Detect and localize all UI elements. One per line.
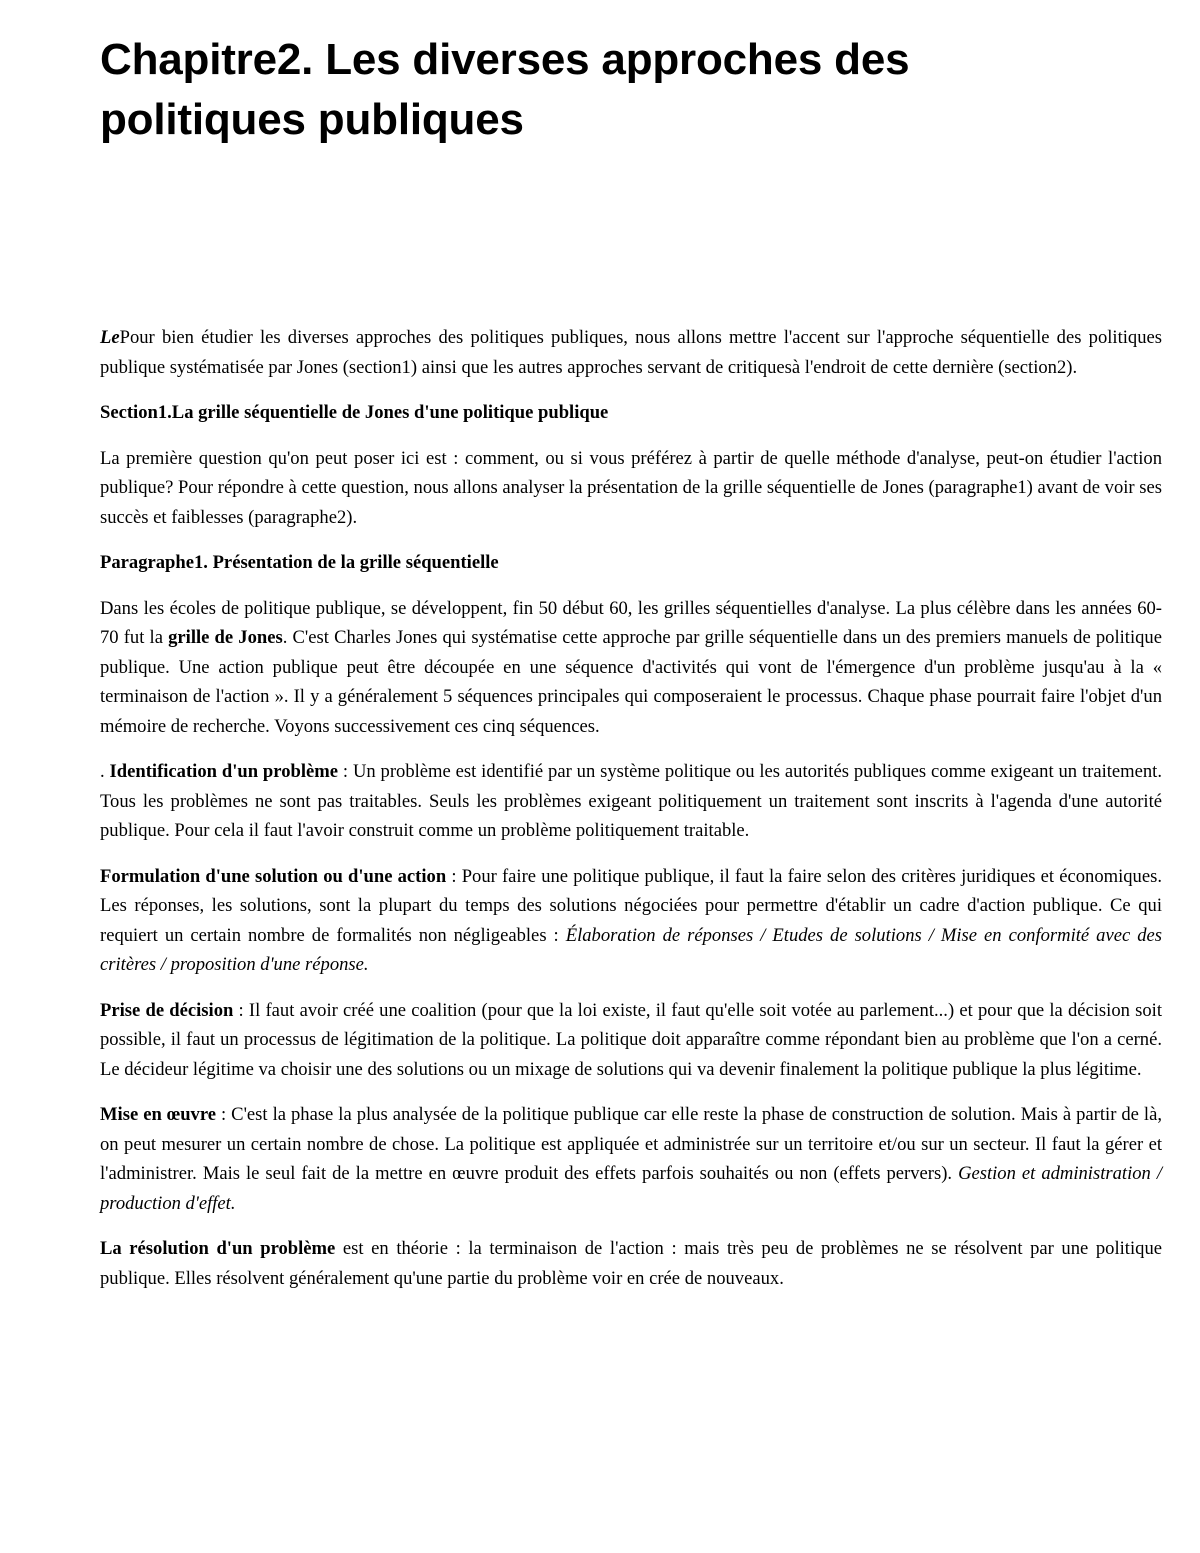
intro-paragraph <box>100 323 1162 382</box>
phase-text: C'est la phase la plus analysée de la politique publique car elle reste la phase de construction de solution. Mais à partir de là, on peut mesurer un certain nombre de chose. La politique est appliquée et administrée sur un territoire et/ou sur un secteur. Il faut la gérer et l'administrer. Mais le seul fait de la mettre en œuvre produit des effets parfois souhaités ou non (effets pervers). <box>100 1104 1162 1184</box>
intro-prefix: Le <box>100 327 120 348</box>
phase-decision <box>100 996 1162 1085</box>
phase-separator: : <box>216 1104 232 1125</box>
paragraphe1-text-a: Dans les écoles de politique publique, se développent, fin 50 début 60, les grilles séquentielles d'analyse. La plus célèbre dans les années 60-70 fut la <box>100 597 1162 648</box>
phase-italic-summary: Gestion et administration / production d'effet. <box>100 1163 1162 1214</box>
phase-separator: : <box>233 999 249 1021</box>
paragraphe1-heading: Paragraphe1. Présentation de la grille séquentielle <box>100 552 499 573</box>
phase-formulation <box>100 862 1162 980</box>
paragraphe1-text-b: . C'est Charles Jones qui systématise cette approche par grille séquentielle dans un des premiers manuels de politique publique. Une action publique peut être découpée en une séquence d'activités qui vont de l'émergence d'un problème jusqu'au à la « terminaison de l'action ». Il y a généralement 5 séquences principales qui composeraient le processus. Chaque phase pourrait faire l'objet d'un mémoire de recherche. Voyons successivement ces cinq séquences. <box>100 627 1162 737</box>
phase-term: Mise en œuvre <box>100 1104 217 1125</box>
section1-paragraph: La première question qu'on peut poser ici est : comment, ou si vous préférez à partir de quelle méthode d'analyse, peut-on étudier l'action publique? Pour répondre à cette question, nous allons analyser la présentation de la grille séquentielle de Jones (paragraphe1) avant de voir ses succès et faiblesses (paragraphe2). <box>100 447 1162 528</box>
phase-term: Identification d'un problème <box>109 761 338 782</box>
phase-text: est en théorie : la terminaison de l'action : mais très peu de problèmes ne se résolvent par une politique publique. Elles résolvent généralement qu'une partie du problème voir en crée de nouveaux. <box>100 1238 1162 1289</box>
paragraphe1-text <box>100 594 1162 742</box>
phase-mise-en-oeuvre <box>100 1100 1162 1218</box>
phase-separator: : <box>338 761 353 782</box>
phase-separator <box>335 1238 343 1259</box>
phase-identification <box>100 757 1162 846</box>
phase-prefix: . <box>100 761 110 782</box>
phase-term: Prise de décision <box>100 999 234 1021</box>
phase-term: La résolution d'un problème <box>100 1238 336 1259</box>
grille-de-jones-term: grille de Jones <box>168 627 283 648</box>
phase-resolution <box>100 1234 1162 1293</box>
page-title: Chapitre2. Les diverses approches des politiques publiques <box>100 35 910 144</box>
intro-text: Pour bien étudier les diverses approches des politiques publiques, nous allons mettre l'accent sur l'approche séquentielle des politiques publique systématisée par Jones (section1) ainsi que les autres approches servant de critiquesà l'endroit de cette dernière (section2). <box>100 327 1162 378</box>
phase-italic-summary: Élaboration de réponses / Etudes de solutions / Mise en conformité avec des critères / proposition d'une réponse. <box>100 924 1162 975</box>
phase-text: Pour faire une politique publique, il faut la faire selon des critères juridiques et économiques. Les réponses, les solutions, sont la plupart du temps des solutions négociées pour permettre d'établir un cadre d'action publique. Ce qui requiert un certain nombre de formalités non négligeables : <box>100 865 1162 946</box>
phase-text: Il faut avoir créé une coalition (pour que la loi existe, il faut qu'elle soit votée au parlement...) et pour que la décision soit possible, il faut un processus de légitimation de la politique. La politique doit apparaître comme répondant bien au problème que l'on a cerné. Le décideur légitime va choisir une des solutions ou un mixage de solutions qui va devenir finalement la politique publique la plus légitime. <box>100 999 1162 1080</box>
phase-term: Formulation d'une solution ou d'une action <box>100 865 447 887</box>
section1-heading: Section1.La grille séquentielle de Jones d'une politique publique <box>100 402 609 423</box>
phase-separator: : <box>446 865 462 887</box>
document-body <box>100 323 1162 1309</box>
phase-text: Un problème est identifié par un système politique ou les autorités publiques comme exigeant un traitement. Tous les problèmes ne sont pas traitables. Seuls les problèmes exigeant politiquement un traitement sont inscrits à l'agenda d'une autorité publique. Pour cela il faut l'avoir construit comme un problème politiquement traitable. <box>100 761 1162 841</box>
